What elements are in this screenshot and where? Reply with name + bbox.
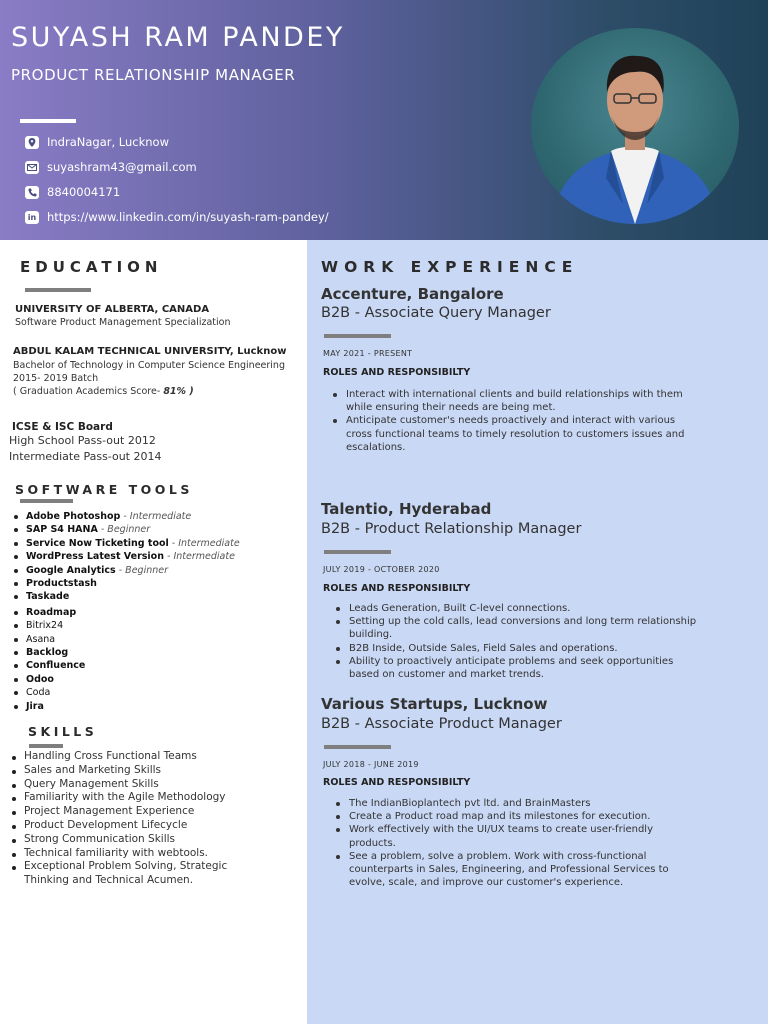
job-3-date: JULY 2018 - JUNE 2019 — [323, 760, 419, 769]
skills-heading: SKILLS — [28, 724, 98, 739]
location-icon — [25, 136, 39, 149]
job-bullet: Anticipate customer's needs proactively and interact with various cross functional teams to timely resolution to customers issues and escalations. — [330, 414, 700, 454]
email-icon — [25, 161, 39, 174]
candidate-name: SUYASH RAM PANDEY — [11, 22, 345, 53]
job-2-role: B2B - Product Relationship Manager — [321, 521, 582, 537]
contact-location — [25, 135, 169, 149]
tool-item: Asana — [13, 633, 240, 646]
tool-item: Google Analytics - Beginner — [13, 564, 240, 577]
software-tools-heading: SOFTWARE TOOLS — [15, 482, 193, 497]
tool-item: Backlog — [13, 646, 240, 659]
edu-grad-value: 81% ) — [163, 386, 194, 397]
job-bullet: Work effectively with the UI/UX teams to create user-friendly products. — [333, 823, 703, 849]
education-heading: EDUCATION — [20, 258, 163, 276]
skill-item-continuation: Thinking and Technical Acumen. — [24, 874, 194, 887]
skill-item: Exceptional Problem Solving, Strategic — [11, 860, 227, 874]
skill-item: Sales and Marketing Skills — [11, 764, 227, 778]
header-banner — [0, 0, 768, 240]
right-column — [307, 240, 768, 1024]
job-bullet: Interact with international clients and build relationships with them while ensuring their needs are being met. — [330, 388, 700, 414]
job-2-date: JULY 2019 - OCTOBER 2020 — [323, 565, 440, 574]
contact-phone-text[interactable]: 8840004171 — [47, 185, 121, 199]
job-bullet: The IndianBioplantech pvt ltd. and BrainMasters — [333, 797, 703, 810]
contact-location-text: IndraNagar, Lucknow — [47, 135, 169, 149]
left-column — [0, 240, 306, 1024]
candidate-title: PRODUCT RELATIONSHIP MANAGER — [11, 66, 296, 84]
job-3-bullets — [333, 797, 703, 889]
software-tools-divider — [20, 499, 73, 503]
job-1-divider — [324, 334, 391, 338]
skills-divider — [29, 744, 63, 748]
edu-school-1: UNIVERSITY OF ALBERTA, CANADA — [15, 304, 210, 315]
linkedin-icon: in — [25, 211, 39, 224]
edu-detail-1: Software Product Management Specialization — [15, 317, 231, 328]
job-bullet: B2B Inside, Outside Sales, Field Sales and operations. — [333, 642, 703, 655]
edu-school-2: ABDUL KALAM TECHNICAL UNIVERSITY, Lucknow — [13, 346, 287, 357]
phone-icon — [25, 186, 39, 199]
job-1-role: B2B - Associate Query Manager — [321, 305, 551, 321]
skill-item: Familiarity with the Agile Methodology — [11, 791, 227, 805]
job-2-bullets — [333, 602, 703, 681]
skill-item: Technical familiarity with webtools. — [11, 847, 227, 861]
job-2-divider — [324, 550, 391, 554]
skills-list — [11, 750, 227, 888]
skill-item: Project Management Experience — [11, 805, 227, 819]
tool-item: WordPress Latest Version - Intermediate — [13, 550, 240, 563]
job-3-divider — [324, 745, 391, 749]
job-2-company: Talentio, Hyderabad — [321, 500, 492, 518]
tool-item: Taskade — [13, 590, 240, 603]
job-bullet: Leads Generation, Built C-level connections. — [333, 602, 703, 615]
skill-item: Query Management Skills — [11, 778, 227, 792]
contact-email[interactable] — [25, 160, 197, 174]
job-3-role: B2B - Associate Product Manager — [321, 716, 562, 732]
edu-grad-prefix: ( Graduation Academics Score- — [13, 386, 164, 397]
education-divider — [25, 288, 91, 292]
job-bullet: Setting up the cold calls, lead conversions and long term relationship building. — [333, 615, 703, 641]
tool-item: SAP S4 HANA - Beginner — [13, 523, 240, 536]
contact-linkedin-link[interactable]: https://www.linkedin.com/in/suyash-ram-pandey/ — [47, 210, 329, 224]
tool-item: Adobe Photoshop - Intermediate — [13, 510, 240, 523]
job-3-resp-label: ROLES AND RESPONSIBILTY — [323, 777, 471, 788]
contact-linkedin[interactable] — [25, 210, 329, 224]
job-bullet: Create a Product road map and its milestones for execution. — [333, 810, 703, 823]
job-3-company: Various Startups, Lucknow — [321, 695, 548, 713]
skill-item: Strong Communication Skills — [11, 833, 227, 847]
tool-item: Productstash — [13, 577, 240, 590]
contact-phone[interactable] — [25, 185, 120, 199]
skill-item: Handling Cross Functional Teams — [11, 750, 227, 764]
contact-email-text[interactable]: suyashram43@gmail.com — [47, 160, 197, 174]
job-bullet: Ability to proactively anticipate problems and seek opportunities based on customer and market trends. — [333, 655, 703, 681]
job-1-bullets — [330, 388, 700, 454]
tool-item: Odoo — [13, 673, 240, 686]
tool-item: Bitrix24 — [13, 619, 240, 632]
tool-item: Service Now Ticketing tool - Intermediate — [13, 537, 240, 550]
software-tools-list — [13, 510, 240, 713]
edu-detail-3b: Intermediate Pass-out 2014 — [9, 450, 162, 463]
header-divider — [20, 119, 76, 123]
skill-item: Product Development Lifecycle — [11, 819, 227, 833]
tool-item: Jira — [13, 700, 240, 713]
profile-photo — [531, 28, 739, 224]
edu-grad-score — [13, 386, 194, 399]
job-2-resp-label: ROLES AND RESPONSIBILTY — [323, 583, 471, 594]
edu-school-3: ICSE & ISC Board — [12, 421, 113, 433]
tool-item: Coda — [13, 686, 240, 699]
job-bullet: See a problem, solve a problem. Work with cross-functional counterparts in Sales, Engineering, and Professional Services to evolve, scale, and improve our customer's experience. — [333, 850, 703, 890]
job-1-company: Accenture, Bangalore — [321, 285, 504, 303]
tool-item: Confluence — [13, 659, 240, 672]
tool-item: Roadmap — [13, 606, 240, 619]
work-experience-heading: WORK EXPERIENCE — [321, 258, 579, 276]
edu-detail-2a: Bachelor of Technology in Computer Science Engineering — [13, 360, 285, 371]
edu-detail-2b: 2015- 2019 Batch — [13, 373, 99, 384]
job-1-date: MAY 2021 - PRESENT — [323, 349, 413, 358]
job-1-resp-label: ROLES AND RESPONSIBILTY — [323, 367, 471, 378]
edu-detail-3a: High School Pass-out 2012 — [9, 434, 156, 447]
